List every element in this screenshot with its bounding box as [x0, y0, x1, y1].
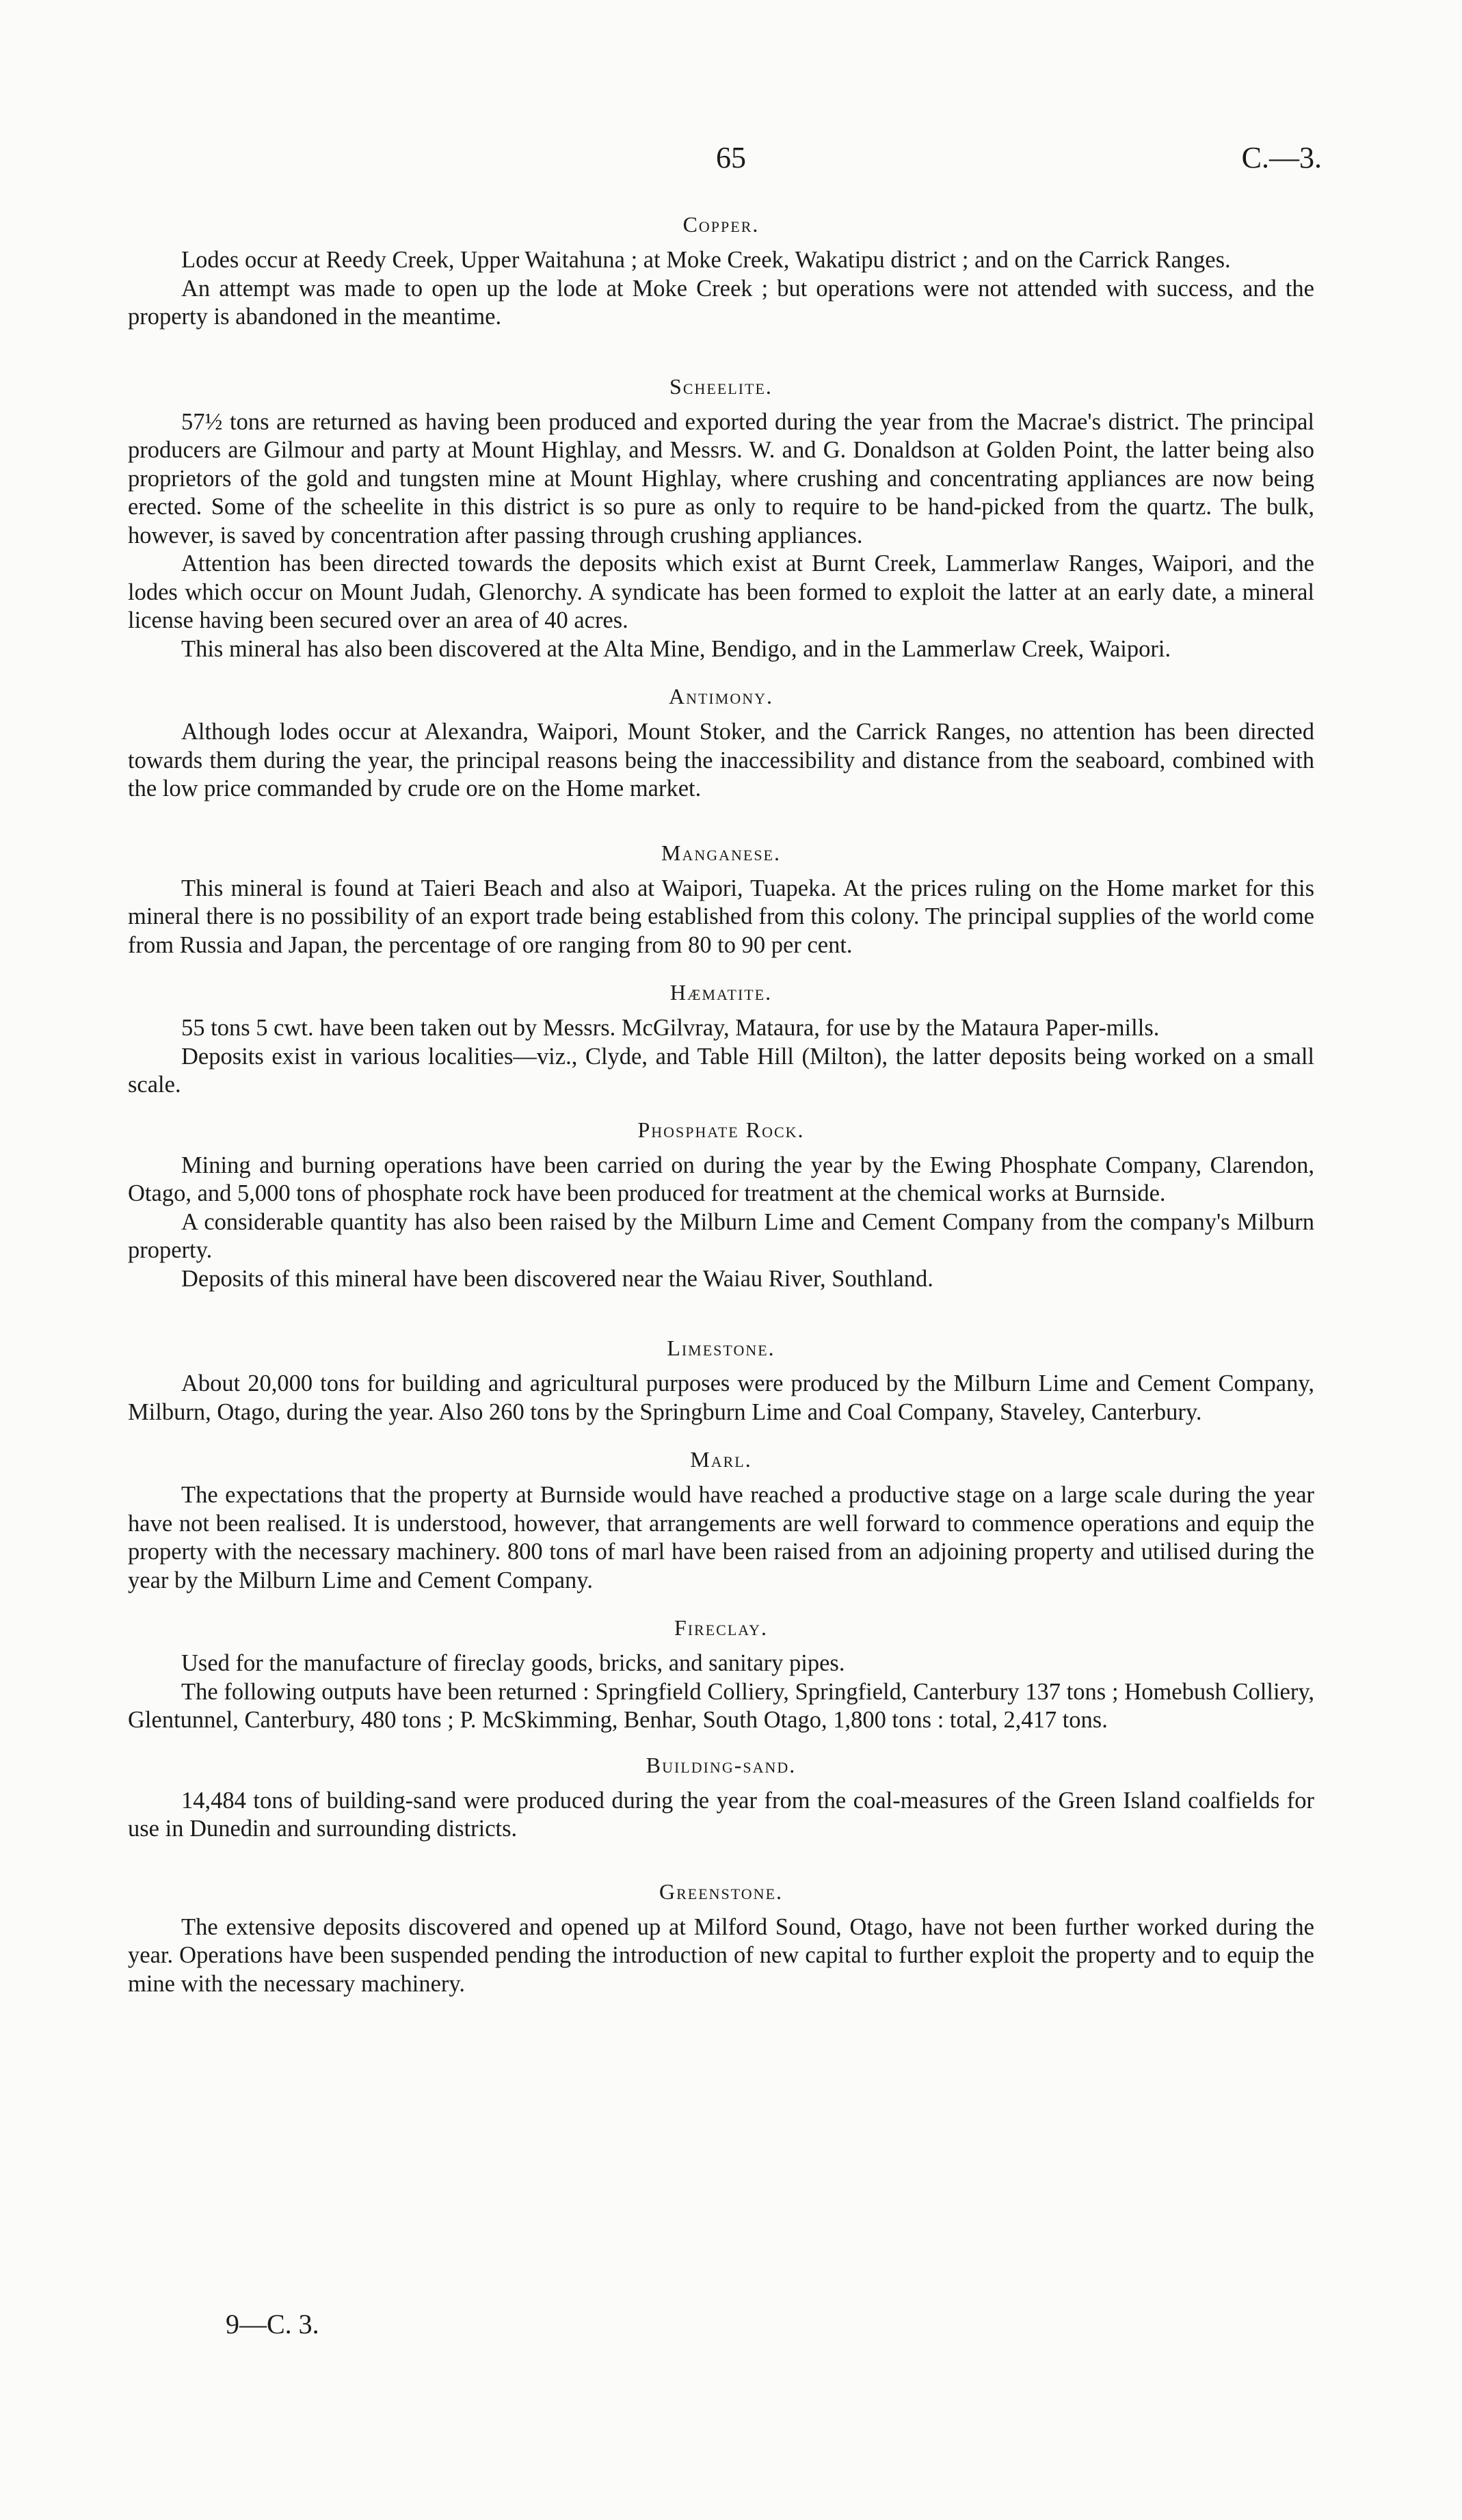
section-heading: Hæmatite.	[669, 980, 773, 1005]
paragraph: About 20,000 tons for building and agricultural purposes were produced by the Milburn Lime and Cement Company, Milburn, Otago, during the year. Also 260 tons by the Springburn Lime and Coal Company, Staveley, Canterbury.	[128, 1370, 1314, 1425]
paragraph: Although lodes occur at Alexandra, Waipori, Mount Stoker, and the Carrick Ranges, no attention has been directed towards them during the year, the principal reasons being the inaccessibility and distance from the seaboard, combined with the low price commanded by crude ore on the Home market.	[128, 719, 1314, 801]
section-fireclay	[128, 1614, 1314, 1735]
paragraph: The following outputs have been returned : Springfield Colliery, Springfield, Canterbury 137 tons ; Homebush Colliery, Glentunnel, Canterbury, 480 tons ; P. McSkimming, Benhar, South Otago, 1,800 tons : total, 2,417 tons.	[128, 1678, 1314, 1733]
document-body	[128, 211, 1314, 2004]
paragraph: Attention has been directed towards the deposits which exist at Burnt Creek, Lammerlaw Ranges, Waipori, and the lodes which occur on Mount Judah, Glenorchy. A syndicate has been formed to exploit the latter at an early date, a mineral license having been secured over an area of 40 acres.	[128, 551, 1314, 633]
section-hæmatite	[128, 979, 1314, 1100]
section-heading: Antimony.	[669, 684, 773, 708]
section-heading: Fireclay.	[674, 1615, 769, 1640]
paragraph: 14,484 tons of building-sand were produced during the year from the coal-measures of the Green Island coalfields for use in Dunedin and surrounding districts.	[128, 1787, 1314, 1842]
paragraph: A considerable quantity has also been raised by the Milburn Lime and Cement Company from the company's Milburn property.	[128, 1208, 1314, 1263]
section-building-sand	[128, 1751, 1314, 1844]
section-heading: Phosphate Rock.	[637, 1117, 805, 1142]
paragraph: This mineral is found at Taieri Beach and also at Waipori, Tuapeka. At the prices ruling on the Home market for this mineral there is no possibility of an export trade being established from this colony. The principal supplies of the world come from Russia and Japan, the percentage of ore ranging from 80 to 90 per cent.	[128, 875, 1314, 958]
section-heading: Scheelite.	[669, 373, 773, 399]
section-heading: Building-sand.	[646, 1752, 797, 1777]
paragraph: 55 tons 5 cwt. have been taken out by Messrs. McGilvray, Mataura, for use by the Mataura Paper-mills.	[181, 1015, 1160, 1041]
paragraph: Mining and burning operations have been carried on during the year by the Ewing Phosphate Company, Clarendon, Otago, and 5,000 tons of phosphate rock have been produced for treatment at the chemical works at Burnside.	[128, 1152, 1314, 1206]
paragraph: Lodes occur at Reedy Creek, Upper Waitahuna ; at Moke Creek, Wakatipu district ; and on the Carrick Ranges.	[181, 247, 1231, 273]
paragraph: Deposits exist in various localities—viz., Clyde, and Table Hill (Milton), the latter deposits being worked on a small scale.	[128, 1043, 1314, 1098]
section-heading: Limestone.	[667, 1336, 775, 1360]
section-heading: Greenstone.	[659, 1879, 784, 1904]
paragraph: Used for the manufacture of fireclay goods, bricks, and sanitary pipes.	[181, 1650, 845, 1676]
section-manganese	[128, 839, 1314, 960]
page-header	[0, 140, 1462, 181]
section-limestone	[128, 1334, 1314, 1427]
paragraph: The extensive deposits discovered and opened up at Milford Sound, Otago, have not been further worked during the year. Operations have been suspended pending the introduction of new capital to further exploit the property and to equip the mine with the necessary machinery.	[128, 1913, 1314, 1997]
paragraph: 57½ tons are returned as having been produced and exported during the year from the Macrae's district. The principal producers are Gilmour and party at Mount Highlay, and Messrs. W. and G. Donaldson at Golden Point, the latter being also proprietors of the gold and tungsten mine at Mount Highlay, where crushing and concentrating appliances are now being erected. Some of the scheelite in this district is so pure as only to require to be hand-picked from the quartz. The bulk, however, is saved by concentration after passing through crushing appliances.	[128, 408, 1314, 548]
paragraph: This mineral has also been discovered at the Alta Mine, Bendigo, and in the Lammerlaw Creek, Waipori.	[181, 635, 1171, 662]
section-marl	[128, 1446, 1314, 1595]
section-heading: Copper.	[682, 212, 760, 237]
section-phosphate-rock	[128, 1116, 1314, 1294]
paragraph: Deposits of this mineral have been discovered near the Waiau River, Southland.	[181, 1265, 933, 1292]
paragraph: The expectations that the property at Burnside would have reached a productive stage on a large scale during the year have not been realised. It is understood, however, that arrangements are well forward to commence operations and equip the property with the necessary machinery. 800 tons of marl have been raised from an adjoining property and utilised during the year by the Milburn Lime and Cement Company.	[128, 1482, 1314, 1593]
section-heading: Marl.	[690, 1447, 752, 1472]
paragraph: An attempt was made to open up the lode at Moke Creek ; but operations were not attended with success, and the property is abandoned in the meantime.	[128, 275, 1314, 330]
signature-mark: 9—C. 3.	[226, 2309, 319, 2339]
page-number: 65	[716, 141, 746, 174]
section-copper	[128, 211, 1314, 332]
paper-reference: C.—3.	[1241, 141, 1322, 174]
section-scheelite	[128, 373, 1314, 664]
section-greenstone	[128, 1878, 1314, 1999]
section-antimony	[128, 682, 1314, 804]
section-heading: Manganese.	[661, 840, 781, 865]
